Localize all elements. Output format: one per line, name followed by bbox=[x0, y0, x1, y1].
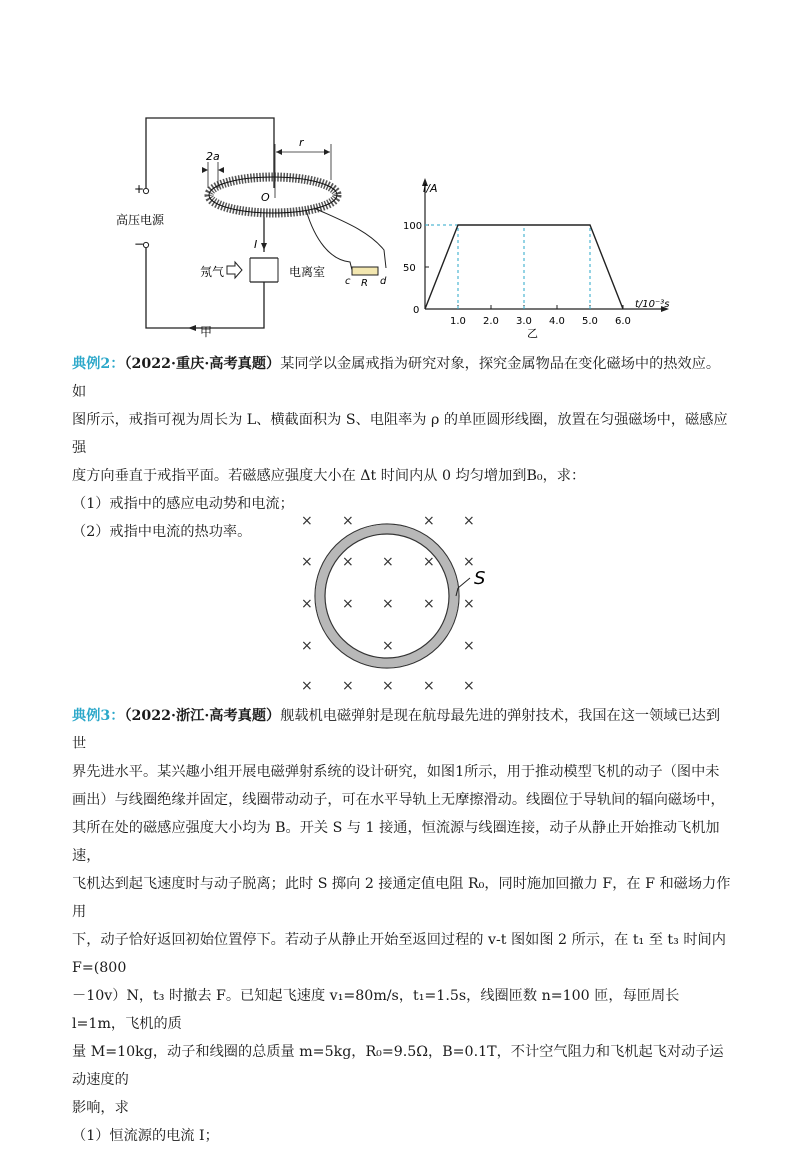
x-tick-label: 5.0 bbox=[582, 316, 598, 327]
field-cross-mark: × bbox=[342, 554, 354, 570]
label-I: I bbox=[254, 238, 258, 251]
label-R: R bbox=[361, 278, 368, 289]
field-cross-mark: × bbox=[463, 513, 475, 529]
field-cross-mark: × bbox=[463, 596, 475, 612]
field-cross-mark: × bbox=[382, 638, 394, 654]
example2-question-2: （2）戒指中电流的热功率。 bbox=[72, 524, 252, 540]
field-cross-mark: × bbox=[423, 678, 435, 694]
example3-block bbox=[72, 702, 732, 1150]
example3-tag: 典例3： bbox=[72, 708, 125, 724]
field-cross-mark: × bbox=[423, 554, 435, 570]
field-cross-mark: × bbox=[382, 554, 394, 570]
label-d: d bbox=[380, 276, 387, 287]
field-cross-mark: × bbox=[463, 638, 475, 654]
field-cross-mark: × bbox=[301, 596, 313, 612]
field-cross-mark: × bbox=[382, 596, 394, 612]
field-cross-mark: × bbox=[342, 596, 354, 612]
example2-question-1: （1）戒指中的感应电动势和电流； bbox=[72, 496, 294, 512]
example3-line-5: 下，动子恰好返回初始位置停下。若动子从静止开始至返回过程的 v-t 图如图 2 所示，在 t₁ 至 t₃ 时间内 F=(800 bbox=[72, 932, 726, 976]
label-O: O bbox=[261, 191, 270, 204]
example3-text-0: 舰载机电磁弹射是现在航母最先进的弹射技术，我国在这一领域已达到世 bbox=[72, 708, 721, 752]
example3-line-4: 飞机达到起飞速度时与动子脱离；此时 S 掷向 2 接通定值电阻 R₀，同时施加回撤力 F，在 F 和磁场力作用 bbox=[72, 876, 731, 920]
x-tick-label: 6.0 bbox=[615, 316, 631, 327]
label-plus: + bbox=[134, 182, 145, 196]
label-r: r bbox=[299, 136, 304, 149]
y-axis-label: I/A bbox=[423, 182, 438, 195]
chart-caption: 乙 bbox=[527, 327, 538, 340]
field-cross-mark: × bbox=[382, 678, 394, 694]
label-c: c bbox=[345, 276, 351, 287]
label-S: S bbox=[474, 568, 486, 589]
x-tick-label: 1.0 bbox=[450, 316, 466, 327]
field-cross-mark: × bbox=[301, 638, 313, 654]
example3-line-7: 量 M=10kg，动子和线圈的总质量 m=5kg，R₀=9.5Ω，B=0.1T，不计空气阻力和飞机起飞对动子运动速度的 bbox=[72, 1044, 724, 1088]
field-cross-mark: × bbox=[423, 596, 435, 612]
field-cross-mark: × bbox=[342, 678, 354, 694]
field-cross-mark: × bbox=[463, 554, 475, 570]
y-tick-label: 100 bbox=[403, 221, 423, 232]
example2-tag: 典例2： bbox=[72, 356, 125, 372]
label-hv-source: 高压电源 bbox=[116, 213, 165, 227]
example3-line-0 bbox=[72, 702, 732, 758]
example3-line-3: 其所在处的磁感应强度大小均为 B。开关 S 与 1 接通，恒流源与线圈连接，动子从静止开始推动飞机加速， bbox=[72, 820, 720, 864]
example2-line2: 图所示，戒指可视为周长为 L、横截面积为 S、电阻率为 ρ 的单匝圆形线圈，放置在匀强磁场中，磁感应强 bbox=[72, 412, 728, 456]
origin-label: 0 bbox=[413, 305, 420, 316]
label-minus: − bbox=[134, 237, 145, 251]
figure-yi-chart bbox=[395, 170, 685, 340]
label-jia: 甲 bbox=[200, 325, 213, 339]
x-tick-label: 2.0 bbox=[483, 316, 499, 327]
example3-line-6: －10v）N，t₃ 时撤去 F。已知起飞速度 v₁=80m/s，t₁=1.5s，线圈匝数 n=100 匝，每匝周长 l=1m，飞机的质 bbox=[72, 988, 680, 1032]
example3-source: （2022·浙江·高考真题） bbox=[124, 708, 281, 724]
example3-line-2: 画出）与线圈绝缘并固定，线圈带动动子，可在水平导轨上无摩擦滑动。线圈位于导轨间的辐向磁场中， bbox=[72, 792, 725, 808]
label-gas: 氖气 bbox=[200, 265, 225, 279]
field-cross-mark: × bbox=[463, 678, 475, 694]
field-cross-mark: × bbox=[301, 678, 313, 694]
example3-question-1: （1）恒流源的电流 I； bbox=[72, 1128, 219, 1144]
field-cross-mark: × bbox=[423, 513, 435, 529]
figure-ring-magnetic-field bbox=[290, 508, 500, 698]
field-cross-mark: × bbox=[301, 554, 313, 570]
example2-text-1: 某同学以金属戒指为研究对象，探究金属物品在变化磁场中的热效应。如 bbox=[72, 356, 721, 400]
label-two-a: 2a bbox=[206, 150, 220, 163]
x-tick-label: 4.0 bbox=[549, 316, 565, 327]
example3-line-8: 影响，求 bbox=[72, 1100, 129, 1116]
x-tick-label: 3.0 bbox=[516, 316, 532, 327]
example2-line1 bbox=[72, 350, 732, 406]
field-cross-mark: × bbox=[301, 513, 313, 529]
y-tick-label: 50 bbox=[403, 263, 416, 274]
label-chamber: 电离室 bbox=[289, 265, 326, 279]
example2-line3: 度方向垂直于戒指平面。若磁感应强度大小在 Δt 时间内从 0 均匀增加到B₀，求： bbox=[72, 468, 586, 484]
example2-source: （2022·重庆·高考真题） bbox=[124, 356, 281, 372]
x-axis-label: t/10⁻³s bbox=[635, 299, 670, 310]
field-cross-mark: × bbox=[342, 513, 354, 529]
example3-line-1: 界先进水平。某兴趣小组开展电磁弹射系统的设计研究，如图1所示，用于推动模型飞机的动子（图中未 bbox=[72, 764, 720, 780]
figure-jia-circuit bbox=[100, 100, 423, 345]
